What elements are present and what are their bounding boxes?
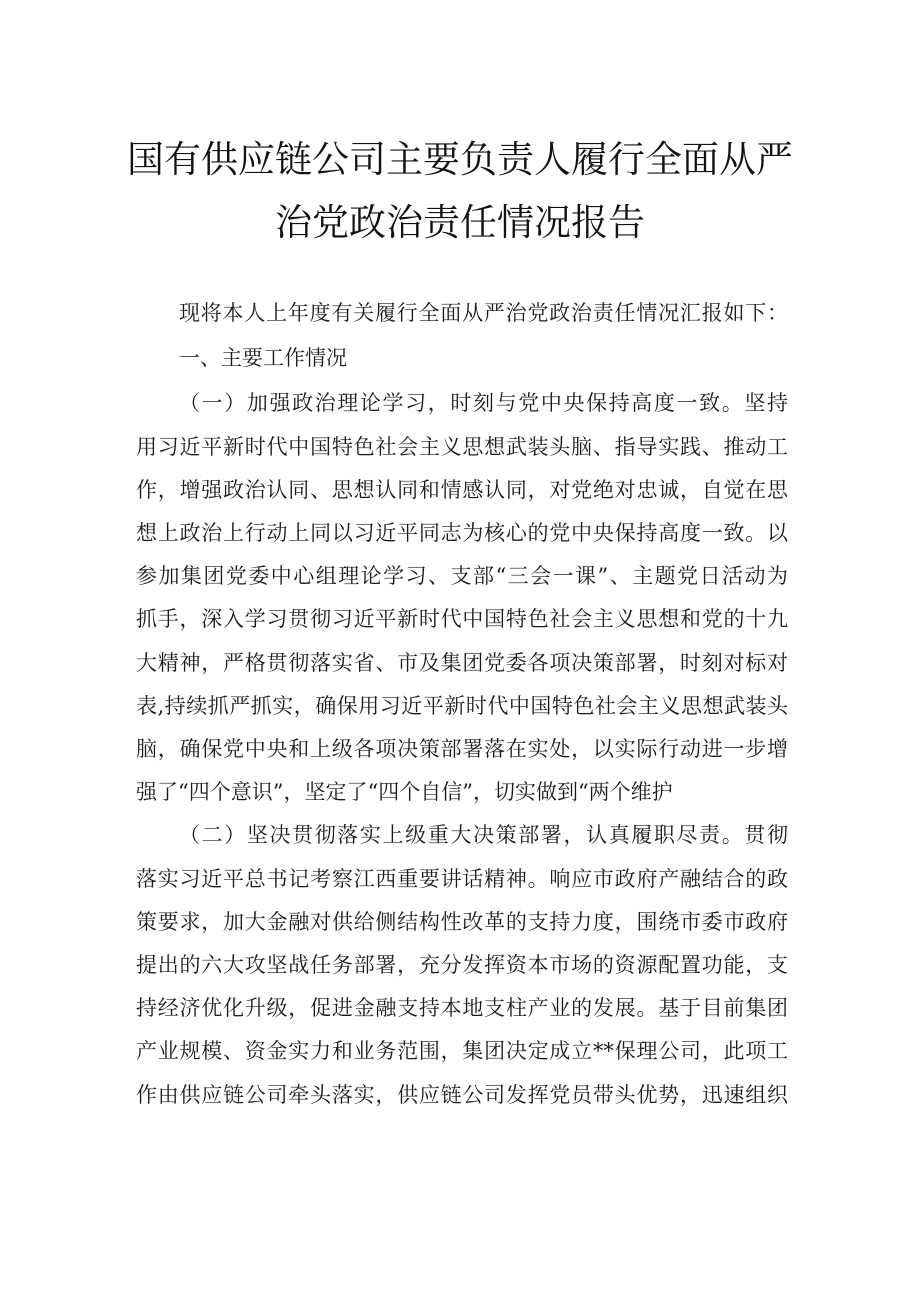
paragraph-2-line: 落实习近平总书记考察江西重要讲话精神。响应市政府产融结合的政 — [136, 867, 788, 891]
paragraph-1-line: 作，增强政治认同、思想认同和情感认同，对党绝对忠诚，自觉在思 — [136, 478, 788, 502]
paragraph-2-line: 作由供应链公司牵头落实，供应链公司发挥党员带头优势，迅速组织 — [136, 1083, 788, 1107]
paragraph-2-line: 策要求，加大金融对供给侧结构性改革的支持力度，围绕市委市政府 — [136, 910, 788, 934]
paragraph-1-line: 强了“四个意识”，坚定了“四个自信”，切实做到“两个维护 — [136, 780, 673, 804]
paragraph-1-line: 表,持续抓严抓实，确保用习近平新时代中国特色社会主义思想武装头 — [136, 694, 788, 718]
paragraph-1-line: 抓手，深入学习贯彻习近平新时代中国特色社会主义思想和党的十九 — [136, 607, 788, 631]
paragraph-1-line: （一）加强政治理论学习，时刻与党中央保持高度一致。坚持 — [179, 391, 788, 415]
document-title-line-1: 国有供应链公司主要负责人履行全面从严 — [127, 138, 793, 181]
paragraph-2-line: 产业规模、资金实力和业务范围，集团决定成立**保理公司，此项工 — [136, 1039, 788, 1063]
paragraph-1-line: 大精神，严格贯彻落实省、市及集团党委各项决策部署，时刻对标对 — [136, 651, 788, 675]
section-heading: 一、主要工作情况 — [179, 346, 347, 370]
paragraph-2-line: （二）坚决贯彻落实上级重大决策部署，认真履职尽责。贯彻 — [179, 823, 788, 847]
paragraph-1-line: 参加集团党委中心组理论学习、支部“三会一课”、主题党日活动为 — [136, 564, 788, 588]
paragraph-2-line: 持经济优化升级，促进金融支持本地支柱产业的发展。基于目前集团 — [136, 996, 788, 1020]
intro-paragraph: 现将本人上年度有关履行全面从严治党政治责任情况汇报如下： — [179, 301, 788, 325]
paragraph-1-line: 用习近平新时代中国特色社会主义思想武装头脑、指导实践、推动工 — [136, 435, 788, 459]
paragraph-1-line: 想上政治上行动上同以习近平同志为核心的党中央保持高度一致。以 — [136, 521, 788, 545]
document-title-line-2: 治党政治责任情况报告 — [275, 201, 645, 244]
paragraph-1-line: 脑，确保党中央和上级各项决策部署落在实处，以实际行动进一步增 — [136, 737, 788, 761]
paragraph-2-line: 提出的六大攻坚战任务部署，充分发挥资本市场的资源配置功能，支 — [136, 953, 788, 977]
